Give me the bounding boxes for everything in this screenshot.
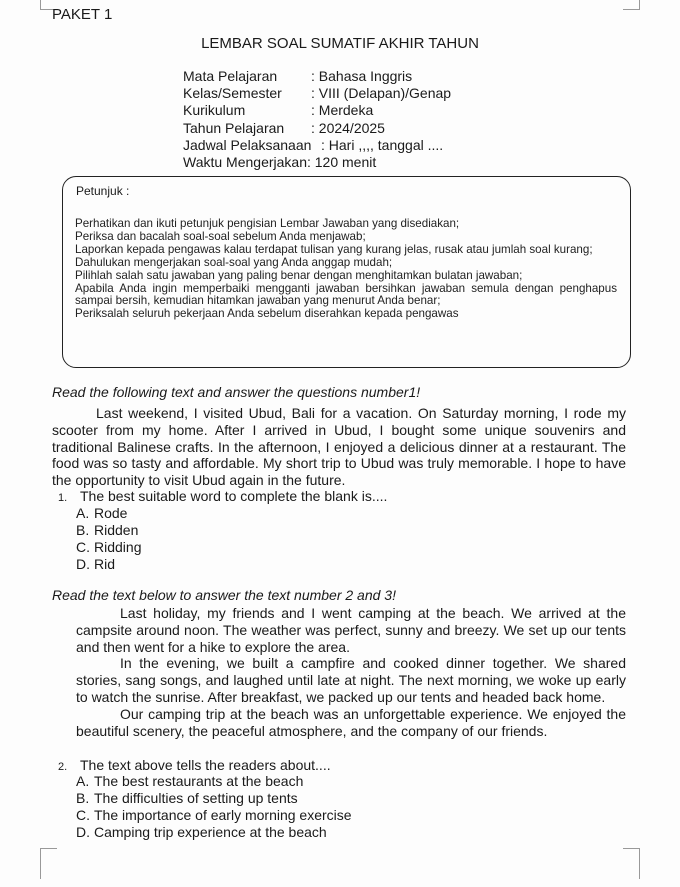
option-text: Rode (94, 505, 128, 521)
q2-option-c[interactable] (76, 807, 352, 824)
option-letter: C. (76, 539, 90, 555)
instructions-title: Petunjuk : (76, 184, 130, 198)
paragraph: Last weekend, I visited Ubud, Bali for a vacation. On Saturday morning, I rode my scooter from my home. After I arrived in Ubud, I bought some unique souvenirs and traditional Balinese crafts. In the afternoon, I enjoyed a delicious dinner at a restaurant. The food was so tasty and affordable. My short trip to Ubud was truly memorable. I hope to have the opportunity to visit Ubud again in the future. (52, 405, 626, 489)
info-value: : Bahasa Inggris (311, 68, 413, 84)
option-letter: B. (76, 790, 90, 806)
instruction-item: Periksalah seluruh pekerjaan Anda sebelum diserahkan kepada pengawas (75, 307, 459, 321)
section2-instruction: Read the text below to answer the text number 2 and 3! (52, 587, 396, 603)
q2-option-b[interactable] (76, 790, 298, 807)
info-value: : 120 menit (306, 154, 377, 171)
option-text: The importance of early morning exercise (94, 807, 352, 823)
paragraph: In the evening, we built a campfire and cooked dinner together. We shared stories, sang songs, and laughed until late at night. The next morning, we woke up early to watch the sunrise. After breakfast, we packed up our tents and headed back home. (76, 655, 626, 705)
instructions-list (75, 218, 617, 321)
instruction-item: Dahulukan mengerjakan soal-soal yang Anda anggap mudah; (75, 255, 393, 269)
info-label: Mata Pelajaran (183, 68, 278, 84)
question-1 (58, 488, 618, 507)
option-letter: A. (76, 773, 90, 789)
option-text: Rid (94, 556, 116, 572)
paragraph: Last holiday, my friends and I went camping at the beach. We arrived at the campsite around noon. The weather was perfect, sunny and breezy. We set up our tents and then went for a hike to explore the area. (76, 605, 626, 655)
q1-option-b[interactable] (76, 522, 138, 539)
option-letter: D. (76, 824, 90, 840)
exam-info (183, 68, 451, 171)
option-letter: A. (76, 505, 90, 521)
question-number: 2. (58, 761, 68, 773)
instruction-item: Periksa dan bacalah soal-soal sebelum Anda menjawab; (75, 229, 366, 243)
info-label: Tahun Pelajaran (183, 119, 285, 136)
q2-option-a[interactable] (76, 773, 303, 790)
option-letter: C. (76, 807, 90, 823)
instruction-item: Pilihlah salah satu jawaban yang paling benar dengan menghitamkan bulatan jawaban; (75, 268, 523, 282)
info-value: : VIII (Delapan)/Genap (311, 85, 452, 102)
reading-text-1 (52, 405, 626, 489)
instruction-item: Laporkan kepada pengawas kalau terdapat tulisan yang kurang jelas, rusak atau jumlah soal kurang; (75, 242, 593, 256)
question-text: The best suitable word to complete the blank is.... (80, 488, 388, 504)
info-value: : Merdeka (311, 102, 374, 119)
q1-option-c[interactable] (76, 539, 141, 556)
paragraph: Our camping trip at the beach was an unforgettable experience. We enjoyed the beautiful scenery, the peaceful atmosphere, and the company of our friends. (76, 705, 626, 739)
question-number: 1. (58, 492, 68, 504)
info-label: Waktu Mengerjakan (183, 154, 307, 171)
q1-option-d[interactable] (76, 556, 115, 573)
info-row-duration (183, 154, 451, 171)
crop-mark-bottom-right (623, 848, 640, 879)
option-letter: B. (76, 522, 90, 538)
info-row-schedule (183, 137, 451, 154)
crop-mark-bottom-left (40, 848, 57, 879)
option-text: The difficulties of setting up tents (94, 790, 298, 806)
crop-mark-top-right (623, 0, 640, 10)
info-row-year (183, 120, 451, 137)
info-row-curriculum (183, 102, 451, 119)
option-text: Ridding (94, 539, 142, 555)
section1-instruction: Read the following text and answer the questions number1! (52, 384, 421, 400)
info-value: : 2024/2025 (311, 119, 385, 136)
info-label: Jadwal Pelaksanaan (183, 136, 312, 153)
q2-option-d[interactable] (76, 824, 327, 841)
question-text: The text above tells the readers about.... (80, 757, 331, 773)
instruction-item: Apabila Anda ingin memperbaiki mengganti jawaban bersihkan jawaban semula dengan penghapus sampai bersih, kemudian hitamkan jawaban yang menurut Anda benar; (75, 281, 617, 308)
package-label: PAKET 1 (52, 6, 113, 23)
instruction-item: Perhatikan dan ikuti petunjuk pengisian Lembar Jawaban yang disediakan; (75, 217, 460, 230)
option-text: The best restaurants at the beach (94, 773, 304, 789)
q1-option-a[interactable] (76, 505, 127, 522)
option-text: Camping trip experience at the beach (94, 824, 327, 840)
info-row-subject (183, 68, 451, 85)
info-label: Kelas/Semester (183, 85, 282, 102)
info-label: Kurikulum (183, 102, 246, 119)
page-title: LEMBAR SOAL SUMATIF AKHIR TAHUN (201, 35, 479, 52)
info-row-class (183, 85, 451, 102)
option-letter: D. (76, 556, 90, 572)
info-value: : Hari ,,,, tanggal .... (321, 136, 444, 153)
reading-text-2 (76, 605, 626, 739)
option-text: Ridden (94, 522, 139, 538)
